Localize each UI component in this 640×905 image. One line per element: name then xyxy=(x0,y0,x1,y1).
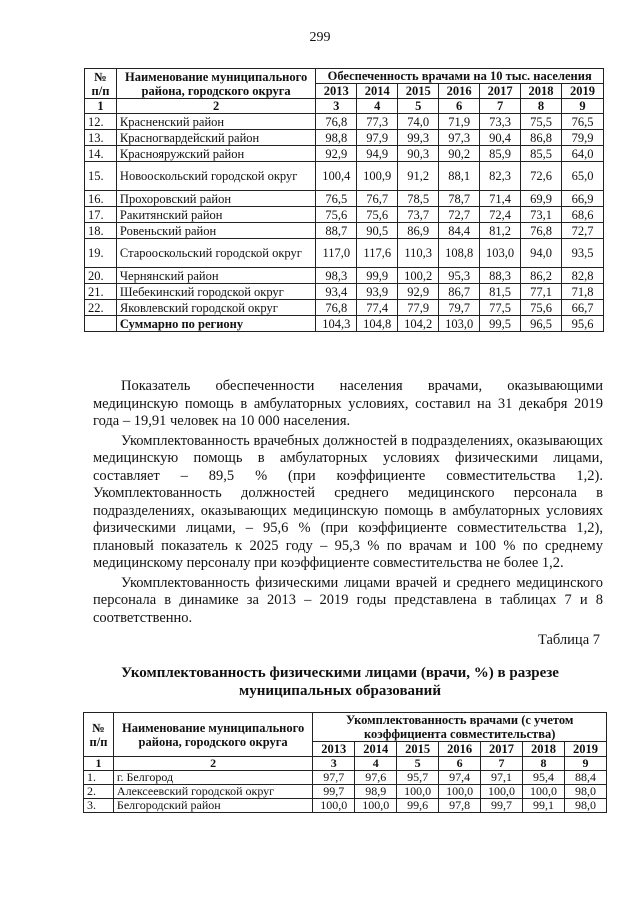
row-name: Белгородский район xyxy=(113,799,312,813)
total-value: 99,5 xyxy=(480,316,521,332)
table-row xyxy=(85,130,604,146)
row-value: 75,5 xyxy=(521,114,562,130)
row-value: 75,6 xyxy=(357,207,398,223)
column-index: 2 xyxy=(113,757,312,771)
row-name: Ракитянский район xyxy=(116,207,315,223)
column-index: 2 xyxy=(116,99,315,114)
column-index: 1 xyxy=(84,757,114,771)
row-value: 95,4 xyxy=(523,771,565,785)
table-row xyxy=(84,799,607,813)
table-row xyxy=(85,207,604,223)
row-value: 68,6 xyxy=(562,207,604,223)
row-value: 100,0 xyxy=(313,799,355,813)
header-group: Укомплектованность врачами (с учетом коэффициента совместительства) xyxy=(313,713,607,742)
row-value: 98,8 xyxy=(316,130,357,146)
year-header: 2014 xyxy=(357,84,398,99)
page-number: 299 xyxy=(309,30,331,45)
row-value: 73,1 xyxy=(521,207,562,223)
row-value: 82,3 xyxy=(480,162,521,191)
row-value: 90,2 xyxy=(439,146,480,162)
year-header: 2017 xyxy=(480,84,521,99)
row-number: 13. xyxy=(85,130,117,146)
row-value: 76,8 xyxy=(316,300,357,316)
row-name: Чернянский район xyxy=(116,268,315,284)
row-value: 79,7 xyxy=(439,300,480,316)
row-value: 64,0 xyxy=(562,146,604,162)
column-index: 4 xyxy=(355,757,397,771)
row-value: 76,8 xyxy=(316,114,357,130)
row-name: Прохоровский район xyxy=(116,191,315,207)
row-value: 88,4 xyxy=(564,771,606,785)
row-value: 65,0 xyxy=(562,162,604,191)
header-name: Наименование муниципального района, городского округа xyxy=(113,713,312,757)
row-value: 81,2 xyxy=(480,223,521,239)
row-name: Ровеньский район xyxy=(116,223,315,239)
row-value: 78,7 xyxy=(439,191,480,207)
row-name: Алексеевский городской округ xyxy=(113,785,312,799)
row-value: 98,9 xyxy=(355,785,397,799)
row-number: 18. xyxy=(85,223,117,239)
row-value: 103,0 xyxy=(480,239,521,268)
row-value: 92,9 xyxy=(316,146,357,162)
total-value: 104,8 xyxy=(357,316,398,332)
paragraph: Показатель обеспеченности населения врачами, оказывающими медицинскую помощь в амбулаторных условиях, составил на 31 декабря 2019 года – 19,91 человек на 10 000 населения. xyxy=(93,378,603,429)
table-title: Укомплектованность физическими лицами (врачи, %) в разрезе муниципальных образований xyxy=(121,665,559,699)
row-value: 84,4 xyxy=(439,223,480,239)
paragraph: Укомплектованность физическими лицами врачей и среднего медицинского персонала в динамике за 2013 – 2019 годы представлена в таблицах 7 и 8 соответственно. xyxy=(93,574,603,626)
row-name: Красногвардейский район xyxy=(116,130,315,146)
column-index: 7 xyxy=(480,99,521,114)
row-value: 73,7 xyxy=(398,207,439,223)
row-number: 19. xyxy=(85,239,117,268)
row-name: Шебекинский городской округ xyxy=(116,284,315,300)
row-value: 79,9 xyxy=(562,130,604,146)
row-value: 97,4 xyxy=(439,771,481,785)
row-value: 76,7 xyxy=(357,191,398,207)
row-value: 77,4 xyxy=(357,300,398,316)
table-physician-provision xyxy=(84,68,604,332)
row-value: 71,9 xyxy=(439,114,480,130)
row-value: 82,8 xyxy=(562,268,604,284)
row-value: 94,9 xyxy=(357,146,398,162)
header-group: Обеспеченность врачами на 10 тыс. населения xyxy=(316,69,604,84)
column-index: 1 xyxy=(85,99,117,114)
row-value: 72,6 xyxy=(521,162,562,191)
column-index: 5 xyxy=(398,99,439,114)
row-value: 110,3 xyxy=(398,239,439,268)
row-value: 93,5 xyxy=(562,239,604,268)
row-value: 66,9 xyxy=(562,191,604,207)
row-value: 94,0 xyxy=(521,239,562,268)
row-value: 100,0 xyxy=(523,785,565,799)
total-value: 103,0 xyxy=(439,316,480,332)
row-value: 99,7 xyxy=(481,799,523,813)
row-value: 100,0 xyxy=(355,799,397,813)
row-value: 100,2 xyxy=(398,268,439,284)
row-value: 92,9 xyxy=(398,284,439,300)
total-value: 104,2 xyxy=(398,316,439,332)
total-name: Суммарно по региону xyxy=(116,316,315,332)
row-value: 100,4 xyxy=(316,162,357,191)
text-block xyxy=(93,378,603,627)
total-row xyxy=(85,316,604,332)
row-value: 90,5 xyxy=(357,223,398,239)
header-no: № п/п xyxy=(84,713,114,757)
table-row xyxy=(85,114,604,130)
row-value: 117,6 xyxy=(357,239,398,268)
row-value: 99,6 xyxy=(397,799,439,813)
row-value: 72,7 xyxy=(439,207,480,223)
row-value: 69,9 xyxy=(521,191,562,207)
year-header: 2015 xyxy=(398,84,439,99)
row-value: 77,5 xyxy=(480,300,521,316)
table-staffing xyxy=(83,712,607,813)
row-value: 97,3 xyxy=(439,130,480,146)
row-name: Краснояружский район xyxy=(116,146,315,162)
row-value: 99,9 xyxy=(357,268,398,284)
row-value: 97,7 xyxy=(313,771,355,785)
column-index: 5 xyxy=(397,757,439,771)
year-header: 2018 xyxy=(521,84,562,99)
row-value: 72,7 xyxy=(562,223,604,239)
row-name: Старооскольский городской округ xyxy=(116,239,315,268)
year-header: 2017 xyxy=(481,742,523,757)
row-value: 97,8 xyxy=(439,799,481,813)
column-index: 8 xyxy=(521,99,562,114)
row-value: 98,3 xyxy=(316,268,357,284)
row-value: 86,7 xyxy=(439,284,480,300)
total-value: 104,3 xyxy=(316,316,357,332)
row-value: 99,7 xyxy=(313,785,355,799)
row-number: 17. xyxy=(85,207,117,223)
year-header: 2015 xyxy=(397,742,439,757)
year-header: 2016 xyxy=(439,742,481,757)
year-header: 2016 xyxy=(439,84,480,99)
row-value: 86,8 xyxy=(521,130,562,146)
row-value: 75,6 xyxy=(316,207,357,223)
column-index: 3 xyxy=(316,99,357,114)
year-header: 2013 xyxy=(313,742,355,757)
row-value: 86,2 xyxy=(521,268,562,284)
column-index: 8 xyxy=(523,757,565,771)
row-name: Красненский район xyxy=(116,114,315,130)
row-value: 85,5 xyxy=(521,146,562,162)
row-number: 3. xyxy=(84,799,114,813)
row-value: 86,9 xyxy=(398,223,439,239)
row-value: 99,1 xyxy=(523,799,565,813)
row-value: 74,0 xyxy=(398,114,439,130)
row-value: 88,1 xyxy=(439,162,480,191)
table-row xyxy=(85,223,604,239)
row-value: 71,4 xyxy=(480,191,521,207)
year-header: 2019 xyxy=(562,84,604,99)
table-row xyxy=(85,300,604,316)
row-value: 95,3 xyxy=(439,268,480,284)
row-value: 100,0 xyxy=(439,785,481,799)
table-row xyxy=(85,239,604,268)
table-row xyxy=(84,771,607,785)
row-value: 93,4 xyxy=(316,284,357,300)
table-row xyxy=(85,191,604,207)
row-name: г. Белгород xyxy=(113,771,312,785)
row-value: 108,8 xyxy=(439,239,480,268)
row-value: 93,9 xyxy=(357,284,398,300)
table-row xyxy=(84,785,607,799)
row-value: 97,1 xyxy=(481,771,523,785)
row-value: 81,5 xyxy=(480,284,521,300)
total-number xyxy=(85,316,117,332)
row-value: 100,0 xyxy=(481,785,523,799)
header-no: № п/п xyxy=(85,69,117,99)
column-index: 9 xyxy=(564,757,606,771)
row-value: 73,3 xyxy=(480,114,521,130)
total-value: 96,5 xyxy=(521,316,562,332)
row-value: 99,3 xyxy=(398,130,439,146)
row-number: 12. xyxy=(85,114,117,130)
row-number: 20. xyxy=(85,268,117,284)
row-value: 77,3 xyxy=(357,114,398,130)
row-value: 77,1 xyxy=(521,284,562,300)
row-value: 72,4 xyxy=(480,207,521,223)
row-number: 1. xyxy=(84,771,114,785)
row-value: 90,3 xyxy=(398,146,439,162)
table-row xyxy=(85,268,604,284)
row-value: 117,0 xyxy=(316,239,357,268)
column-index: 9 xyxy=(562,99,604,114)
row-value: 100,0 xyxy=(397,785,439,799)
row-number: 15. xyxy=(85,162,117,191)
row-value: 91,2 xyxy=(398,162,439,191)
row-number: 14. xyxy=(85,146,117,162)
row-value: 90,4 xyxy=(480,130,521,146)
column-index: 7 xyxy=(481,757,523,771)
row-value: 66,7 xyxy=(562,300,604,316)
row-value: 71,8 xyxy=(562,284,604,300)
year-header: 2013 xyxy=(316,84,357,99)
table-row xyxy=(85,284,604,300)
paragraph: Укомплектованность врачебных должностей в подразделениях, оказывающих медицинскую помощь в амбулаторных условиях физическими лицами, составляет – 89,5 % (при коэффициенте совместительства 1,2). Укомплектованность должностей среднего медицинского персонала в подразделениях, оказывающих медицинскую помощь в амбулаторных условиях физическими лицами, – 95,6 % (при коэффициенте совместительства 1,2), плановый показатель к 2025 году – 95,3 % по врачам и 100 % по среднему медицинскому персоналу при коэффициенте совместительства не более 1,2. xyxy=(93,432,603,571)
row-value: 98,0 xyxy=(564,799,606,813)
header-name: Наименование муниципального района, городского округа xyxy=(116,69,315,99)
table-row xyxy=(85,162,604,191)
row-number: 21. xyxy=(85,284,117,300)
table-caption: Таблица 7 xyxy=(537,632,600,648)
row-value: 76,5 xyxy=(562,114,604,130)
row-value: 76,5 xyxy=(316,191,357,207)
row-value: 88,3 xyxy=(480,268,521,284)
row-value: 88,7 xyxy=(316,223,357,239)
table-row xyxy=(85,146,604,162)
row-number: 2. xyxy=(84,785,114,799)
row-value: 97,6 xyxy=(355,771,397,785)
row-value: 75,6 xyxy=(521,300,562,316)
column-index: 6 xyxy=(439,99,480,114)
row-value: 97,9 xyxy=(357,130,398,146)
row-value: 78,5 xyxy=(398,191,439,207)
column-index: 4 xyxy=(357,99,398,114)
row-number: 16. xyxy=(85,191,117,207)
row-value: 98,0 xyxy=(564,785,606,799)
row-value: 95,7 xyxy=(397,771,439,785)
row-name: Яковлевский городской округ xyxy=(116,300,315,316)
row-value: 100,9 xyxy=(357,162,398,191)
row-number: 22. xyxy=(85,300,117,316)
row-value: 76,8 xyxy=(521,223,562,239)
column-index: 3 xyxy=(313,757,355,771)
row-value: 85,9 xyxy=(480,146,521,162)
row-value: 77,9 xyxy=(398,300,439,316)
year-header: 2014 xyxy=(355,742,397,757)
total-value: 95,6 xyxy=(562,316,604,332)
row-name: Новооскольский городской округ xyxy=(116,162,315,191)
column-index: 6 xyxy=(439,757,481,771)
year-header: 2018 xyxy=(523,742,565,757)
year-header: 2019 xyxy=(564,742,606,757)
